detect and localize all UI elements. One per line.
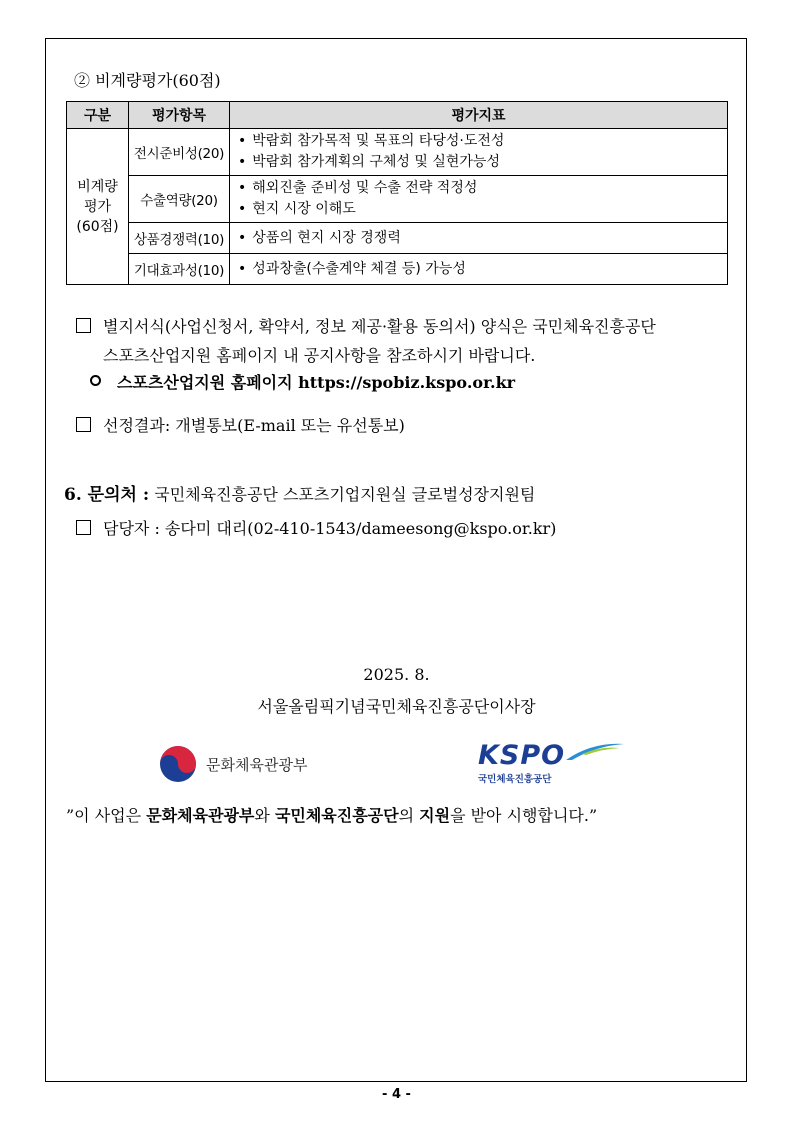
notice-forms-line2: 스포츠산업지원 홈페이지 내 공지사항을 참조하시기 바랍니다. — [103, 346, 536, 365]
group-line: 평가 — [83, 198, 112, 215]
indicator-bullet: • 성과창출(수출계약 체결 등) 가능성 — [238, 259, 727, 280]
group-cell — [67, 129, 129, 285]
contact-heading: 6. 문의처 : — [64, 485, 150, 505]
table-row — [67, 223, 728, 254]
header-indicator: 평가지표 — [230, 102, 728, 129]
table-row — [67, 254, 728, 285]
taegeuk-icon — [158, 744, 198, 784]
swoosh-icon — [562, 740, 626, 762]
table-row — [67, 176, 728, 223]
indicator-bullet: • 박람회 참가계획의 구체성 및 실현가능성 — [238, 152, 727, 173]
support-statement — [66, 803, 597, 826]
mcst-logo — [158, 744, 307, 784]
homepage-line — [90, 370, 515, 393]
evaluation-table — [66, 101, 728, 285]
contact-org: 국민체육진흥공단 스포츠기업지원실 글로벌성장지원팀 — [154, 485, 536, 504]
issue-date: 2025. 8. — [363, 665, 430, 684]
table-row — [67, 129, 728, 176]
indicator-cell — [230, 129, 728, 176]
support-text: ”이 사업은 — [66, 806, 147, 825]
support-text: 의 — [398, 806, 420, 825]
item-cell: 수출역량(20) — [129, 176, 230, 223]
support-text: 와 — [254, 806, 275, 825]
notice-forms-line1: 별지서식(사업신청서, 확약서, 정보 제공·활용 동의서) 양식은 국민체육진흥공단 — [103, 317, 656, 336]
section-title: ② 비계량평가(60점) — [74, 71, 221, 90]
indicator-bullet: • 현지 시장 이해도 — [238, 199, 727, 220]
indicator-bullet: • 상품의 현지 시장 경쟁력 — [238, 228, 727, 249]
support-text: 을 받아 시행합니다.” — [450, 806, 598, 825]
indicator-cell — [230, 254, 728, 285]
issuer-name: 서울올림픽기념국민체육진흥공단이사장 — [257, 697, 536, 716]
indicator-bullet: • 박람회 참가목적 및 목표의 타당성·도전성 — [238, 131, 727, 152]
checkbox-square-icon — [76, 417, 91, 432]
header-category: 구분 — [67, 102, 129, 129]
kspo-logo-sub: 국민체육진흥공단 — [478, 774, 552, 785]
contact-person-text: 담당자 : 송다미 대리(02-410-1543/dameesong@kspo.or.kr) — [103, 519, 557, 538]
circle-bullet-icon — [90, 375, 101, 386]
support-bold-support: 지원 — [419, 806, 451, 825]
header-item: 평가항목 — [129, 102, 230, 129]
indicator-cell — [230, 223, 728, 254]
checkbox-square-icon — [76, 318, 91, 333]
indicator-cell — [230, 176, 728, 223]
contact-person — [76, 514, 556, 543]
mcst-logo-text: 문화체육관광부 — [206, 755, 308, 774]
support-bold-ministry: 문화체육관광부 — [146, 806, 255, 825]
kspo-logo-word: KSPO — [478, 740, 566, 771]
homepage-text[interactable]: 스포츠산업지원 홈페이지 https://spobiz.kspo.or.kr — [117, 373, 516, 392]
page-number: - 4 - — [382, 1087, 411, 1102]
notice-forms — [76, 312, 656, 341]
notice-results-text: 선정결과: 개별통보(E-mail 또는 유선통보) — [103, 416, 405, 435]
notice-results — [76, 411, 405, 440]
support-bold-agency: 국민체육진흥공단 — [274, 806, 399, 825]
group-line: (60점) — [76, 218, 119, 235]
checkbox-square-icon — [76, 520, 91, 535]
item-cell: 전시준비성(20) — [129, 129, 230, 176]
indicator-bullet: • 해외진출 준비성 및 수출 전략 적정성 — [238, 178, 727, 199]
item-cell: 상품경쟁력(10) — [129, 223, 230, 254]
kspo-logo — [470, 738, 630, 788]
group-line: 비계량 — [77, 178, 118, 195]
item-cell: 기대효과성(10) — [129, 254, 230, 285]
contact-section — [64, 480, 535, 505]
